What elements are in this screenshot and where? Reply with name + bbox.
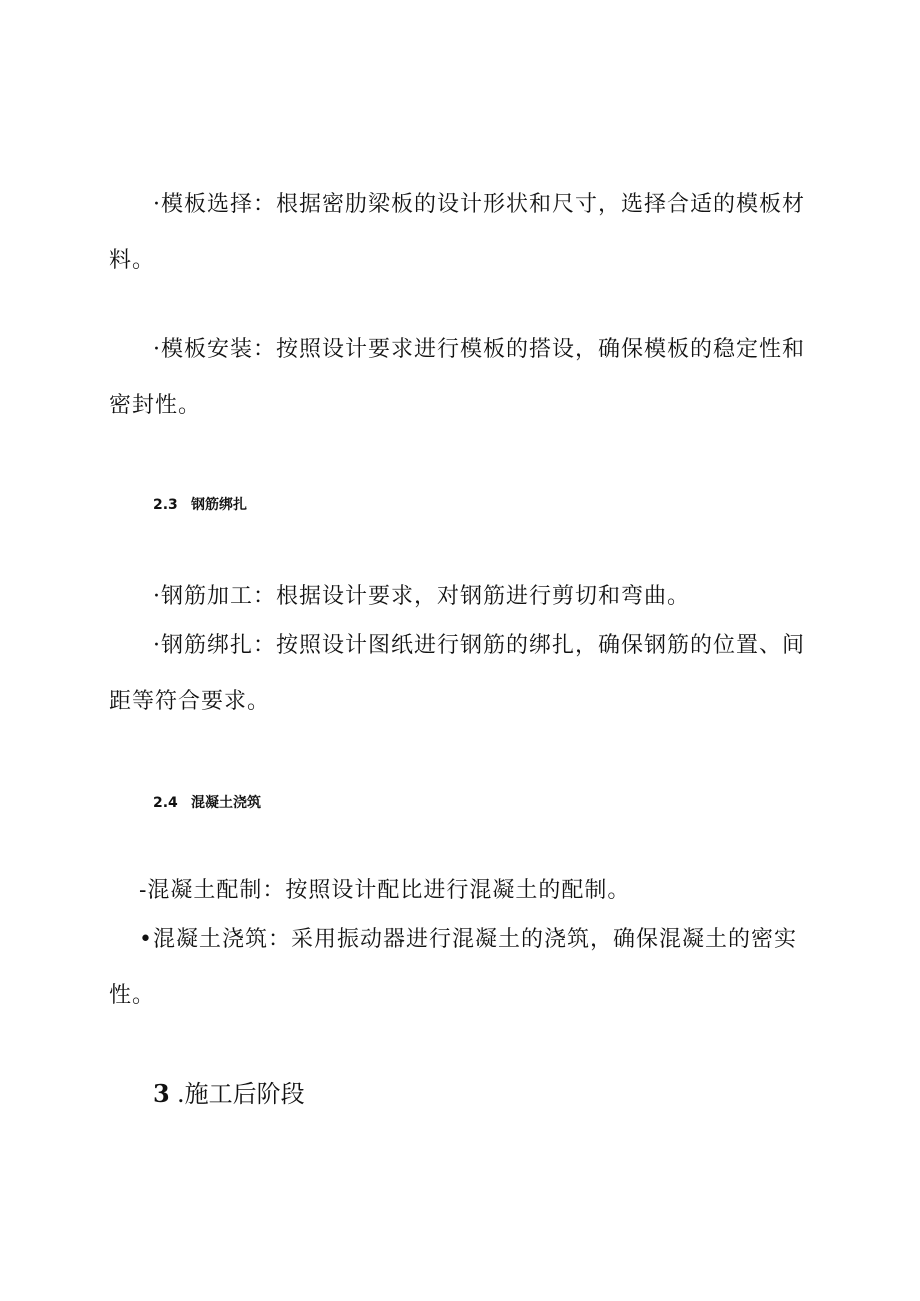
section-heading-3: [153, 1074, 305, 1109]
section-number: 2.3: [153, 497, 178, 513]
paragraph-concrete-mixing: -混凝土配制：按照设计配比进行混凝土的配制。: [139, 878, 631, 903]
paragraph-rebar-binding: ·钢筋绑扎：按照设计图纸进行钢筋的绑扎，确保钢筋的位置、间距等符合要求。: [109, 633, 805, 714]
section-number: 2.4: [153, 795, 178, 811]
section-heading-2-4: [153, 792, 261, 812]
section-title: .施工后阶段: [177, 1080, 305, 1108]
section-title: 混凝土浇筑: [191, 795, 261, 811]
paragraph-concrete-pouring: •混凝土浇筑：采用振动器进行混凝土的浇筑，确保混凝土的密实性。: [109, 927, 797, 1008]
paragraph-formwork-selection: ·模板选择：根据密肋梁板的设计形状和尺寸，选择合适的模板材料。: [109, 192, 805, 273]
paragraph-formwork-installation: ·模板安装：按照设计要求进行模板的搭设，确保模板的稳定性和密封性。: [109, 337, 805, 418]
section-title: 钢筋绑扎: [191, 497, 247, 513]
section-heading-2-3: [153, 494, 247, 514]
paragraph-rebar-processing: ·钢筋加工：根据设计要求，对钢筋进行剪切和弯曲。: [153, 584, 690, 609]
section-number: 3: [153, 1079, 170, 1108]
